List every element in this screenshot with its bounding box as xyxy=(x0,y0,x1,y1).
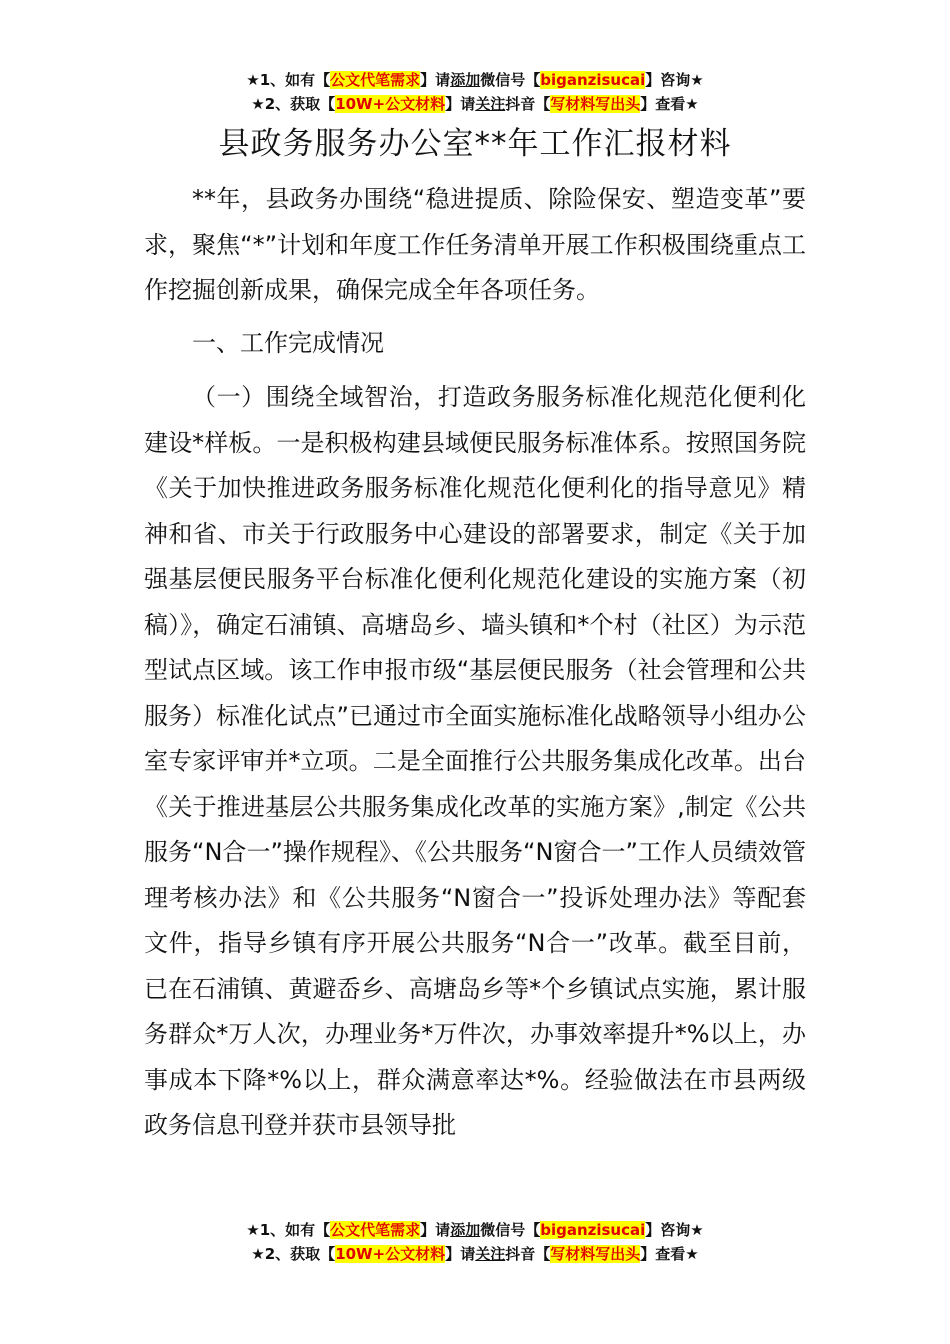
header-banner xyxy=(0,68,950,116)
banner-line-2 xyxy=(0,1242,950,1266)
banner-text: 】咨询★ xyxy=(645,71,704,89)
footer-banner xyxy=(0,1218,950,1266)
banner-line-1 xyxy=(0,68,950,92)
banner-text: 抖音【 xyxy=(505,1245,551,1263)
banner-underlined-text: 添加 xyxy=(450,71,481,89)
banner-text: 】请 xyxy=(420,1221,451,1239)
banner-text: 】咨询★ xyxy=(645,1221,704,1239)
banner-text: 微信号【 xyxy=(480,71,541,89)
banner-highlight: 写材料写出头 xyxy=(550,95,641,113)
document-title: 县政务服务办公室**年工作汇报材料 xyxy=(218,126,732,162)
banner-line-1 xyxy=(0,1218,950,1242)
banner-highlight: biganzisucai xyxy=(540,71,646,89)
banner-highlight: 10W+公文材料 xyxy=(335,95,446,113)
intro-block xyxy=(144,177,806,314)
banner-line-2 xyxy=(0,92,950,116)
banner-highlight: 公文代笔需求 xyxy=(330,71,421,89)
banner-text: ★2、获取【 xyxy=(251,1245,336,1263)
banner-highlight: 10W+公文材料 xyxy=(335,1245,446,1263)
banner-underlined-text: 关注 xyxy=(475,95,506,113)
banner-underlined-text: 关注 xyxy=(475,1245,506,1263)
banner-text: ★2、获取【 xyxy=(251,95,336,113)
section-heading: 一、工作完成情况 xyxy=(192,329,384,357)
intro-paragraph: **年，县政务办围绕“稳进提质、除险保安、塑造变革”要求，聚焦“*”计划和年度工作任务清单开展工作积极围绕重点工作挖掘创新成果，确保完成全年各项任务。 xyxy=(144,185,806,304)
banner-text: ★1、如有【 xyxy=(246,1221,331,1239)
banner-text: 抖音【 xyxy=(505,95,551,113)
banner-text: 微信号【 xyxy=(480,1221,541,1239)
banner-underlined-text: 添加 xyxy=(450,1221,481,1239)
banner-text: 】请 xyxy=(445,95,476,113)
banner-text: 】查看★ xyxy=(640,95,699,113)
banner-highlight: 公文代笔需求 xyxy=(330,1221,421,1239)
banner-text: ★1、如有【 xyxy=(246,71,331,89)
body-block xyxy=(144,375,806,1149)
banner-highlight: biganzisucai xyxy=(540,1221,646,1239)
banner-text: 】查看★ xyxy=(640,1245,699,1263)
banner-highlight: 写材料写出头 xyxy=(550,1245,641,1263)
section-heading-block xyxy=(144,321,806,367)
banner-text: 】请 xyxy=(420,71,451,89)
body-paragraph: （一）围绕全域智治，打造政务服务标准化规范化便利化建设*样板。一是积极构建县域便民服务标准体系。按照国务院《关于加快推进政务服务标准化规范化便利化的指导意见》精神和省、市关于行政服务中心建设的部署要求，制定《关于加强基层便民服务平台标准化便利化规范化建设的实施方案（初稿）》，确定石浦镇、高塘岛乡、墙头镇和*个村（社区）为示范型试点区域。该工作申报市级“基层便民服务（社会管理和公共服务）标准化试点”已通过市全面实施标准化战略领导小组办公室专家评审并*立项。二是全面推行公共服务集成化改革。出台《关于推进基层公共服务集成化改革的实施方案》,制定《公共服务“N合一”操作规程》、《公共服务“N窗合一”工作人员绩效管理考核办法》和《公共服务“N窗合一”投诉处理办法》等配套文件，指导乡镇有序开展公共服务“N合一”改革。截至目前，已在石浦镇、黄避岙乡、高塘岛乡等*个乡镇试点实施，累计服务群众*万人次，办理业务*万件次，办事效率提升*%以上，办事成本下降*%以上，群众满意率达*%。经验做法在市县两级政务信息刊登并获市县领导批 xyxy=(144,383,806,1139)
banner-text: 】请 xyxy=(445,1245,476,1263)
